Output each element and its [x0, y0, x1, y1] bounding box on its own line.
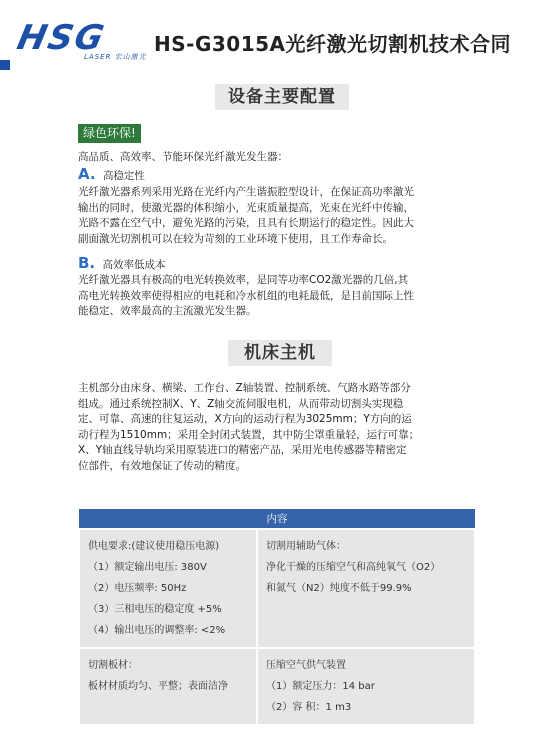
paragraph-line: X、Y轴直线导轨均采用原装进口的精密产品，采用光电传感器等精密定 — [78, 444, 407, 456]
cutting-plate-cell — [79, 648, 257, 725]
subsection-a-label: 高稳定性 — [102, 170, 145, 182]
page-header — [0, 0, 543, 70]
subsection-b-label: 高效率低成本 — [102, 259, 166, 271]
letter-a: A. — [78, 165, 96, 183]
paragraph-line: 高电光转换效率使得相应的电耗和冷水机组的电耗最低，是目前国际上性 — [78, 289, 414, 302]
gas-title: 切割用辅助气体： — [266, 541, 346, 552]
header-accent-bar — [0, 60, 10, 70]
power-item: （2）电压频率: 50Hz — [88, 583, 187, 594]
spec-table — [78, 509, 476, 726]
paragraph-line: 光纤激光器具有极高的电光转换效率，是同等功率CO2激光器的几倍,其 — [78, 274, 409, 286]
logo-subtitle: LASER 宏山激光 — [84, 53, 147, 61]
paragraph-line: 主机部分由床身、横梁、工作台、Z轴装置、控制系统、气路水路等部分 — [78, 382, 411, 394]
gas-item: 净化干燥的压缩空气和高纯氧气（O2） — [266, 562, 441, 573]
green-eco-tag: 绿色环保! — [78, 124, 141, 143]
document-title: HS-G3015A光纤激光切割机技术合同 — [154, 32, 512, 56]
compressed-air-cell — [257, 648, 475, 725]
paragraph-line: 光路不露在空气中，避免光路的污染，且具有长期运行的稳定性。因此大 — [78, 217, 414, 229]
table-header: 内容 — [79, 509, 475, 529]
power-item: （3）三相电压的稳定度 +5% — [88, 604, 222, 615]
paragraph-line: 能稳定、效率最高的主流激光发生器。 — [78, 305, 257, 317]
assist-gas-cell — [257, 529, 475, 648]
paragraph-line: 位部件，有效地保证了传动的精度。 — [78, 459, 246, 472]
subsection-a-body — [78, 185, 414, 247]
section-heading-machine-host: 机床主机 — [228, 340, 332, 366]
power-requirements-cell — [79, 529, 257, 648]
paragraph-line: 定、可靠、高速的往复运动，X方向的运动行程为3025mm；Y方向的运 — [78, 413, 412, 425]
logo-wordmark: HSG — [13, 18, 110, 58]
paragraph-line: 光纤激光器系列采用光路在光纤内产生谐振腔型设计，在保证高功率激光 — [78, 186, 414, 198]
plate-title: 切割板材： — [88, 660, 138, 671]
section-heading-main-config: 设备主要配置 — [215, 84, 349, 110]
paragraph-line: 副面激光切割机可以在较为苛刻的工业环境下使用，且工作寿命长。 — [78, 232, 393, 245]
power-item: （1）额定输出电压: 380V — [88, 562, 207, 573]
paragraph-line: 输出的同时，使激光器的体积缩小，光束质量提高，光束在光纤中传输， — [78, 201, 414, 214]
air-title: 压缩空气供气装置 — [266, 660, 346, 671]
power-item: （4）输出电压的调整率: <2% — [88, 625, 226, 636]
letter-b: B. — [78, 254, 96, 272]
hsg-laser-logo — [14, 12, 154, 60]
plate-item: 板材材质均匀、平整；表面洁净 — [88, 681, 228, 692]
subsection-b-body — [78, 273, 414, 320]
paragraph-line: 动行程为1510mm；采用全封闭式装置，其中防尘罩重量轻，运行可靠； — [78, 428, 420, 441]
laser-intro-text: 高品质、高效率、节能环保光纤激光发生器： — [78, 151, 288, 163]
machine-host-body — [78, 381, 419, 474]
air-item: （1）额定压力：14 bar — [266, 681, 375, 692]
power-title: 供电要求:(建议使用稳压电源) — [88, 541, 220, 552]
air-item: （2）容 积：1 m3 — [266, 702, 352, 713]
paragraph-line: 组成。通过系统控制X、Y、Z轴交流伺服电机，从而带动切割头实现稳 — [78, 397, 404, 410]
subsection-b-title — [78, 254, 165, 272]
gas-item: 和氮气（N2）纯度不低于99.9% — [266, 583, 412, 594]
subsection-a-title — [78, 165, 145, 183]
